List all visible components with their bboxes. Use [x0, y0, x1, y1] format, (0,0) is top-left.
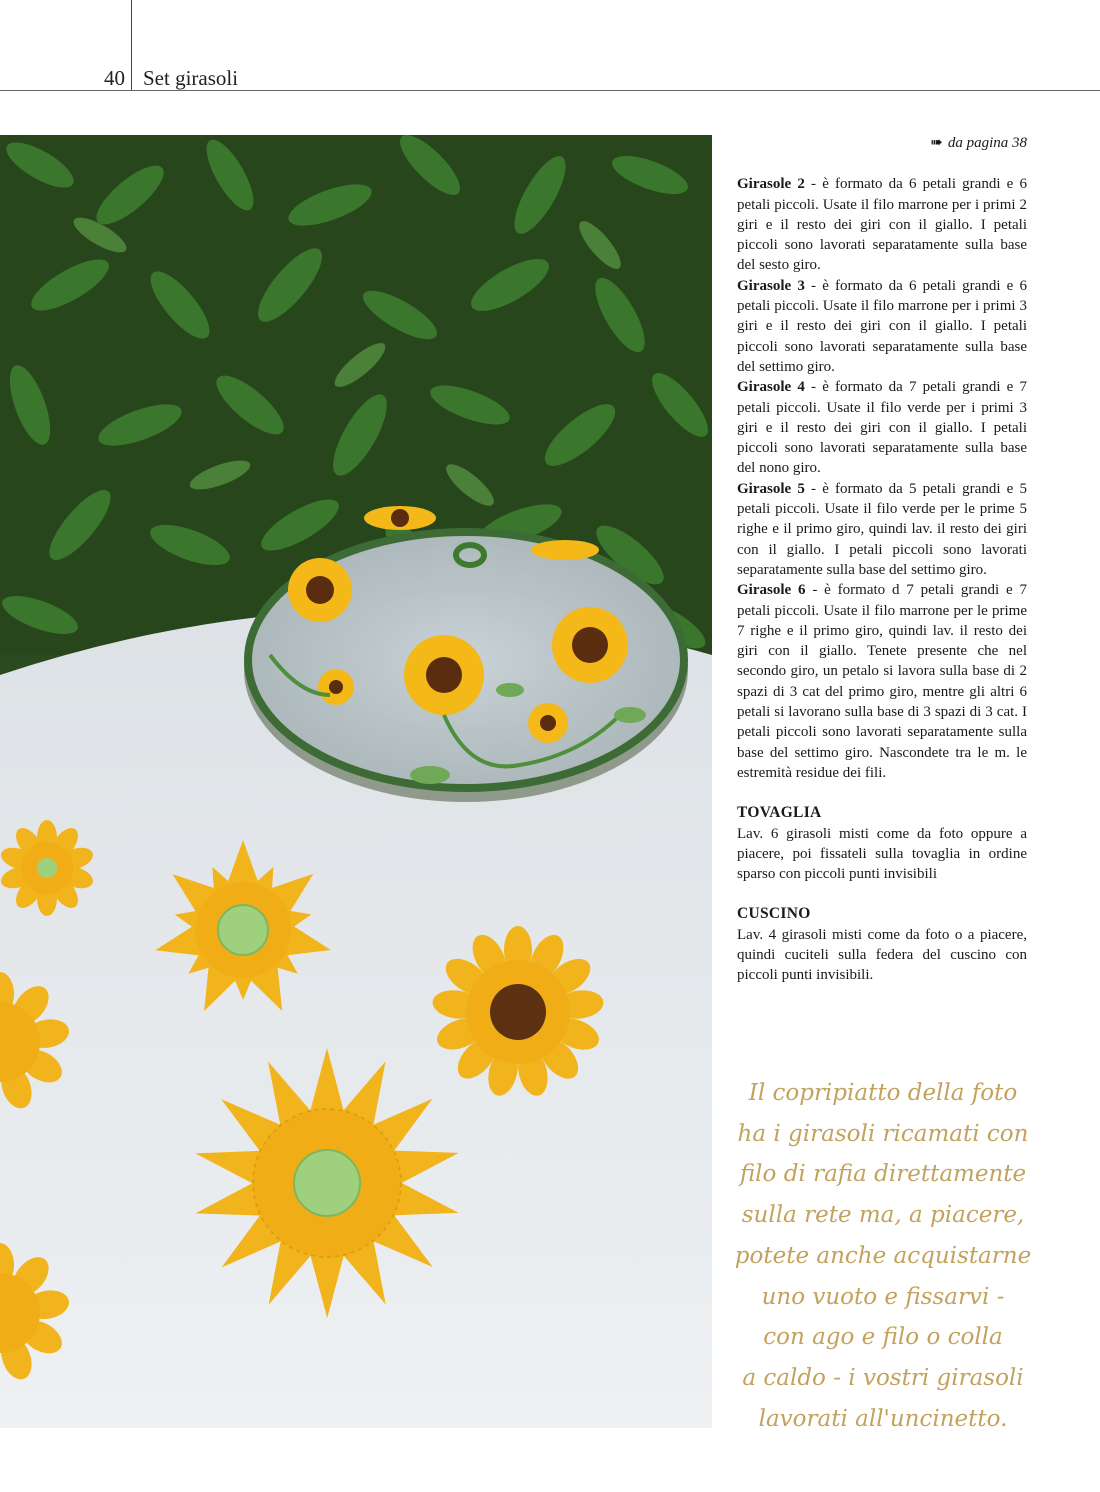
sunflower-set-photo	[0, 135, 712, 1428]
quote-line: Il copripiatto della foto	[748, 1080, 1018, 1106]
arrow-icon: ➠	[930, 135, 943, 151]
text-column	[737, 133, 1027, 986]
quote-line: uno vuoto e fissarvi -	[761, 1283, 1005, 1310]
page-reference	[737, 133, 1027, 153]
quote-line: filo di rafia direttamente	[739, 1161, 1027, 1188]
cuscino-paragraph: Lav. 4 girasoli misti come da foto o a piacere, quindi cuciteli sulla federa del cuscino con piccoli punti invisibili.	[737, 926, 1027, 984]
quote-line: sulla rete ma, a piacere,	[741, 1202, 1025, 1229]
quote-line: potete anche acquistarne	[734, 1242, 1032, 1269]
quote-line: a caldo - i vostri girasoli	[742, 1364, 1024, 1391]
section-title: Set girasoli	[143, 66, 239, 90]
girasole-2-paragraph: Girasole 2 - è formato da 6 petali grandi e 6 petali piccoli. Usate il filo marrone per i primi 2 giri e il resto dei giri con il giallo. I petali piccoli sono lavorati separatamente sulla base del sesto giro.	[737, 176, 1028, 274]
page-number: 40	[104, 66, 125, 90]
header-vertical-rule	[131, 0, 132, 90]
tovaglia-paragraph: Lav. 6 girasoli misti come da foto oppure a piacere, poi fissateli sulla tovaglia in ordine sparso con piccoli punti invisibili	[737, 825, 1027, 883]
tovaglia-heading: TOVAGLIA	[737, 804, 822, 822]
girasole-6-paragraph: Girasole 6 - è formato d 7 petali grandi e 7 petali piccoli. Usate il filo marrone per le prime 7 righe e il primo giro, quindi lav. il resto dei giri con il giallo. Tenete presente che nel secondo giro, un petalo si lavora sulla base di 2 spazi di 3 cat del primo giro, mentre gli altri 6 petali si lavorano sulla base di 3 spazi di 3 cat. I petali piccoli sono lavorati separatamente sulla base del settimo giro. Nascondete tra le m. le estremità residue dei fili.	[737, 582, 1027, 781]
quote-line: ha i girasoli ricamati con	[737, 1120, 1029, 1147]
quote-line: con ago e filo o colla	[763, 1324, 1003, 1351]
quote-line: lavorati all'uncinetto.	[758, 1405, 1008, 1432]
girasole-4-paragraph: Girasole 4 - è formato da 7 petali grandi e 7 petali piccoli. Usate il filo verde per i primi 3 giri e il resto dei giri con il giallo. I petali piccoli sono lavorati separatamente sulla base del nono giro.	[737, 379, 1028, 477]
page-reference-text: da pagina 38	[947, 135, 1027, 151]
cuscino-heading: CUSCINO	[737, 905, 811, 923]
decorative-quote	[728, 1073, 1038, 1439]
girasole-5-paragraph: Girasole 5 - è formato da 5 petali grandi e 5 petali piccoli. Usate il filo verde per le prime 5 righe e il primo giro, quindi lav. il resto dei giri con il giallo. I petali piccoli sono lavorati separatamente sulla base del settimo giro.	[737, 480, 1028, 578]
girasole-3-paragraph: Girasole 3 - è formato da 6 petali grandi e 6 petali piccoli. Usate il filo marrone per i primi 3 giri e il resto dei giri con il giallo. I petali piccoli sono lavorati separatamente sulla base del settimo giro.	[737, 277, 1028, 375]
